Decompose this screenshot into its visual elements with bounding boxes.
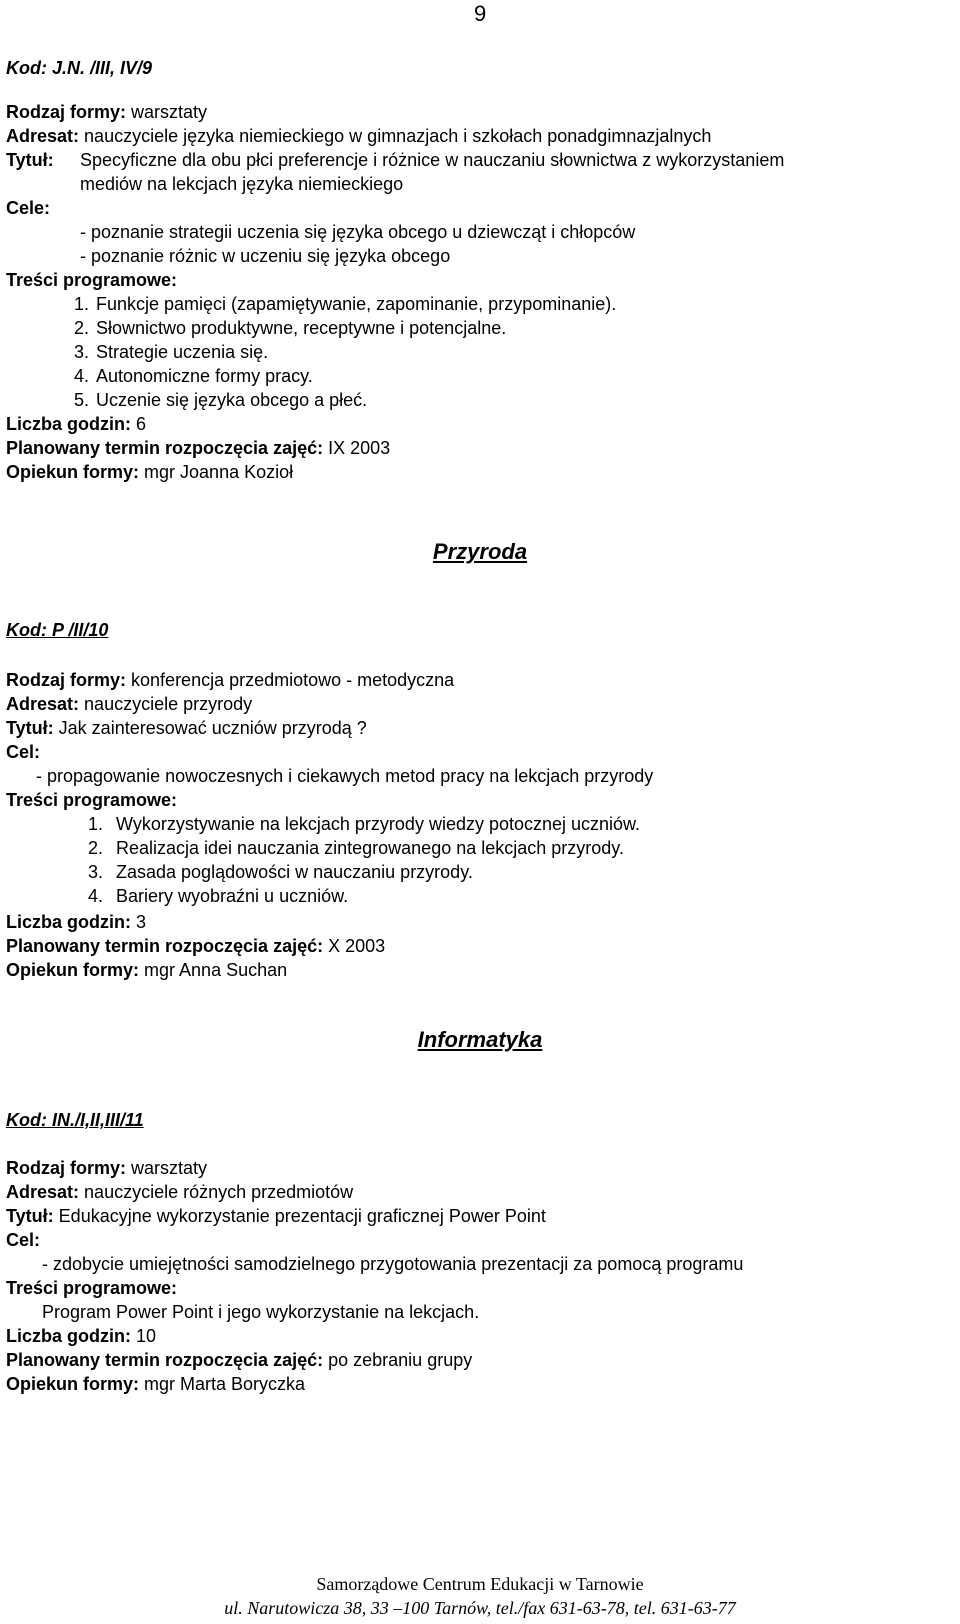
item-number: 2. [88, 838, 104, 858]
adresat-row [6, 1180, 353, 1204]
tresci-item [74, 316, 506, 340]
liczba-godzin-row [6, 412, 146, 436]
item-number: 5. [74, 390, 90, 410]
item-number: 3. [88, 862, 104, 882]
item-number: 4. [74, 366, 90, 386]
item-number: 2. [74, 318, 90, 338]
liczba-godzin-row [6, 1324, 156, 1348]
footer-institution: Samorządowe Centrum Edukacji w Tarnowie [316, 1574, 644, 1594]
label: Opiekun formy: [6, 960, 140, 980]
section-heading: Przyroda [432, 539, 528, 564]
value: konferencja przedmiotowo - metodyczna [131, 670, 455, 690]
tytul-row [6, 1204, 546, 1228]
label: Tytuł: [6, 150, 54, 170]
item-text: Strategie uczenia się. [96, 342, 269, 362]
label: Liczba godzin: [6, 912, 131, 932]
cele-item: - poznanie strategii uczenia się języka obcego u dziewcząt i chłopców [80, 222, 636, 242]
item-text: Słownictwo produktywne, receptywne i potencjalne. [96, 318, 507, 338]
course-code: Kod: P /II/10 [6, 620, 109, 640]
footer-address: ul. Narutowicza 38, 33 –100 Tarnów, tel./fax 631-63-78, tel. 631-63-77 [224, 1598, 736, 1618]
label: Opiekun formy: [6, 462, 140, 482]
item-number: 1. [88, 814, 104, 834]
tresci-item [88, 860, 473, 884]
label: Planowany termin rozpoczęcia zajęć: [6, 936, 324, 956]
value: Jak zainteresować uczniów przyrodą ? [58, 718, 367, 738]
item-number: 1. [74, 294, 90, 314]
value: mgr Marta Boryczka [144, 1374, 306, 1394]
value: mgr Anna Suchan [144, 960, 288, 980]
label: Liczba godzin: [6, 1326, 131, 1346]
item-text: Funkcje pamięci (zapamiętywanie, zapominanie, przypominanie). [96, 294, 617, 314]
value: warsztaty [131, 102, 208, 122]
label: Planowany termin rozpoczęcia zajęć: [6, 438, 324, 458]
label: Planowany termin rozpoczęcia zajęć: [6, 1350, 324, 1370]
tytul-row [6, 148, 784, 172]
termin-row [6, 436, 390, 460]
item-text: Realizacja idei nauczania zintegrowanego na lekcjach przyrody. [116, 838, 624, 858]
item-text: Zasada poglądowości w nauczaniu przyrody. [116, 862, 473, 882]
item-number: 3. [74, 342, 90, 362]
label: Rodzaj formy: [6, 1158, 127, 1178]
tresci-item [74, 340, 268, 364]
course-code: Kod: IN./I,II,III/11 [6, 1110, 144, 1130]
label: Adresat: [6, 1182, 80, 1202]
section-heading: Informatyka [417, 1027, 543, 1052]
course-code: Kod: J.N. /III, IV/9 [6, 58, 153, 78]
item-number: 4. [88, 886, 104, 906]
label: Opiekun formy: [6, 1374, 140, 1394]
value: nauczyciele języka niemieckiego w gimnazjach i szkołach ponadgimnazjalnych [84, 126, 712, 146]
tresci-label: Treści programowe: [6, 790, 178, 810]
item-text: Wykorzystywanie na lekcjach przyrody wiedzy potocznej uczniów. [116, 814, 641, 834]
liczba-godzin-row [6, 910, 146, 934]
tresci-item [74, 388, 367, 412]
value: mgr Joanna Kozioł [144, 462, 294, 482]
opiekun-row [6, 460, 293, 484]
label: Liczba godzin: [6, 414, 131, 434]
cel-item: - zdobycie umiejętności samodzielnego przygotowania prezentacji za pomocą programu [42, 1254, 744, 1274]
value: X 2003 [328, 936, 386, 956]
label: Adresat: [6, 126, 80, 146]
value: po zebraniu grupy [328, 1350, 473, 1370]
tresci-text: Program Power Point i jego wykorzystanie na lekcjach. [42, 1302, 480, 1322]
tytul-row [6, 716, 367, 740]
rodzaj-formy-row [6, 1156, 207, 1180]
tresci-item [88, 836, 624, 860]
cele-label: Cele: [6, 198, 51, 218]
termin-row [6, 1348, 472, 1372]
tresci-item [88, 812, 640, 836]
item-text: Autonomiczne formy pracy. [96, 366, 313, 386]
tresci-item [88, 884, 348, 908]
value: 6 [136, 414, 147, 434]
item-text: Uczenie się języka obcego a płeć. [96, 390, 368, 410]
opiekun-row [6, 958, 287, 982]
value: nauczyciele przyrody [84, 694, 253, 714]
page-number: 9 [474, 1, 487, 26]
tytul-row-continued: mediów na lekcjach języka niemieckiego [80, 174, 404, 194]
item-text: Bariery wyobraźni u uczniów. [116, 886, 349, 906]
termin-row [6, 934, 385, 958]
tresci-item [74, 292, 616, 316]
value: Specyficzne dla obu płci preferencje i różnice w nauczaniu słownictwa z wykorzystaniem [80, 150, 785, 170]
value: warsztaty [131, 1158, 208, 1178]
label: Tytuł: [6, 1206, 54, 1226]
label: Rodzaj formy: [6, 670, 127, 690]
value: Edukacyjne wykorzystanie prezentacji graficznej Power Point [58, 1206, 546, 1226]
footer [0, 1572, 960, 1620]
value: 3 [136, 912, 147, 932]
value: IX 2003 [328, 438, 391, 458]
rodzaj-formy-row [6, 100, 207, 124]
cel-label: Cel: [6, 1230, 41, 1250]
label: Rodzaj formy: [6, 102, 127, 122]
label: Adresat: [6, 694, 80, 714]
value: 10 [136, 1326, 157, 1346]
tresci-label: Treści programowe: [6, 270, 178, 290]
value: nauczyciele różnych przedmiotów [84, 1182, 354, 1202]
label: Tytuł: [6, 718, 54, 738]
cel-label: Cel: [6, 742, 41, 762]
adresat-row [6, 692, 252, 716]
cele-item: - poznanie różnic w uczeniu się języka obcego [80, 246, 451, 266]
adresat-row [6, 124, 711, 148]
tresci-item [74, 364, 313, 388]
cel-item: - propagowanie nowoczesnych i ciekawych metod pracy na lekcjach przyrody [36, 766, 654, 786]
rodzaj-formy-row [6, 668, 454, 692]
tresci-label: Treści programowe: [6, 1278, 178, 1298]
opiekun-row [6, 1372, 305, 1396]
